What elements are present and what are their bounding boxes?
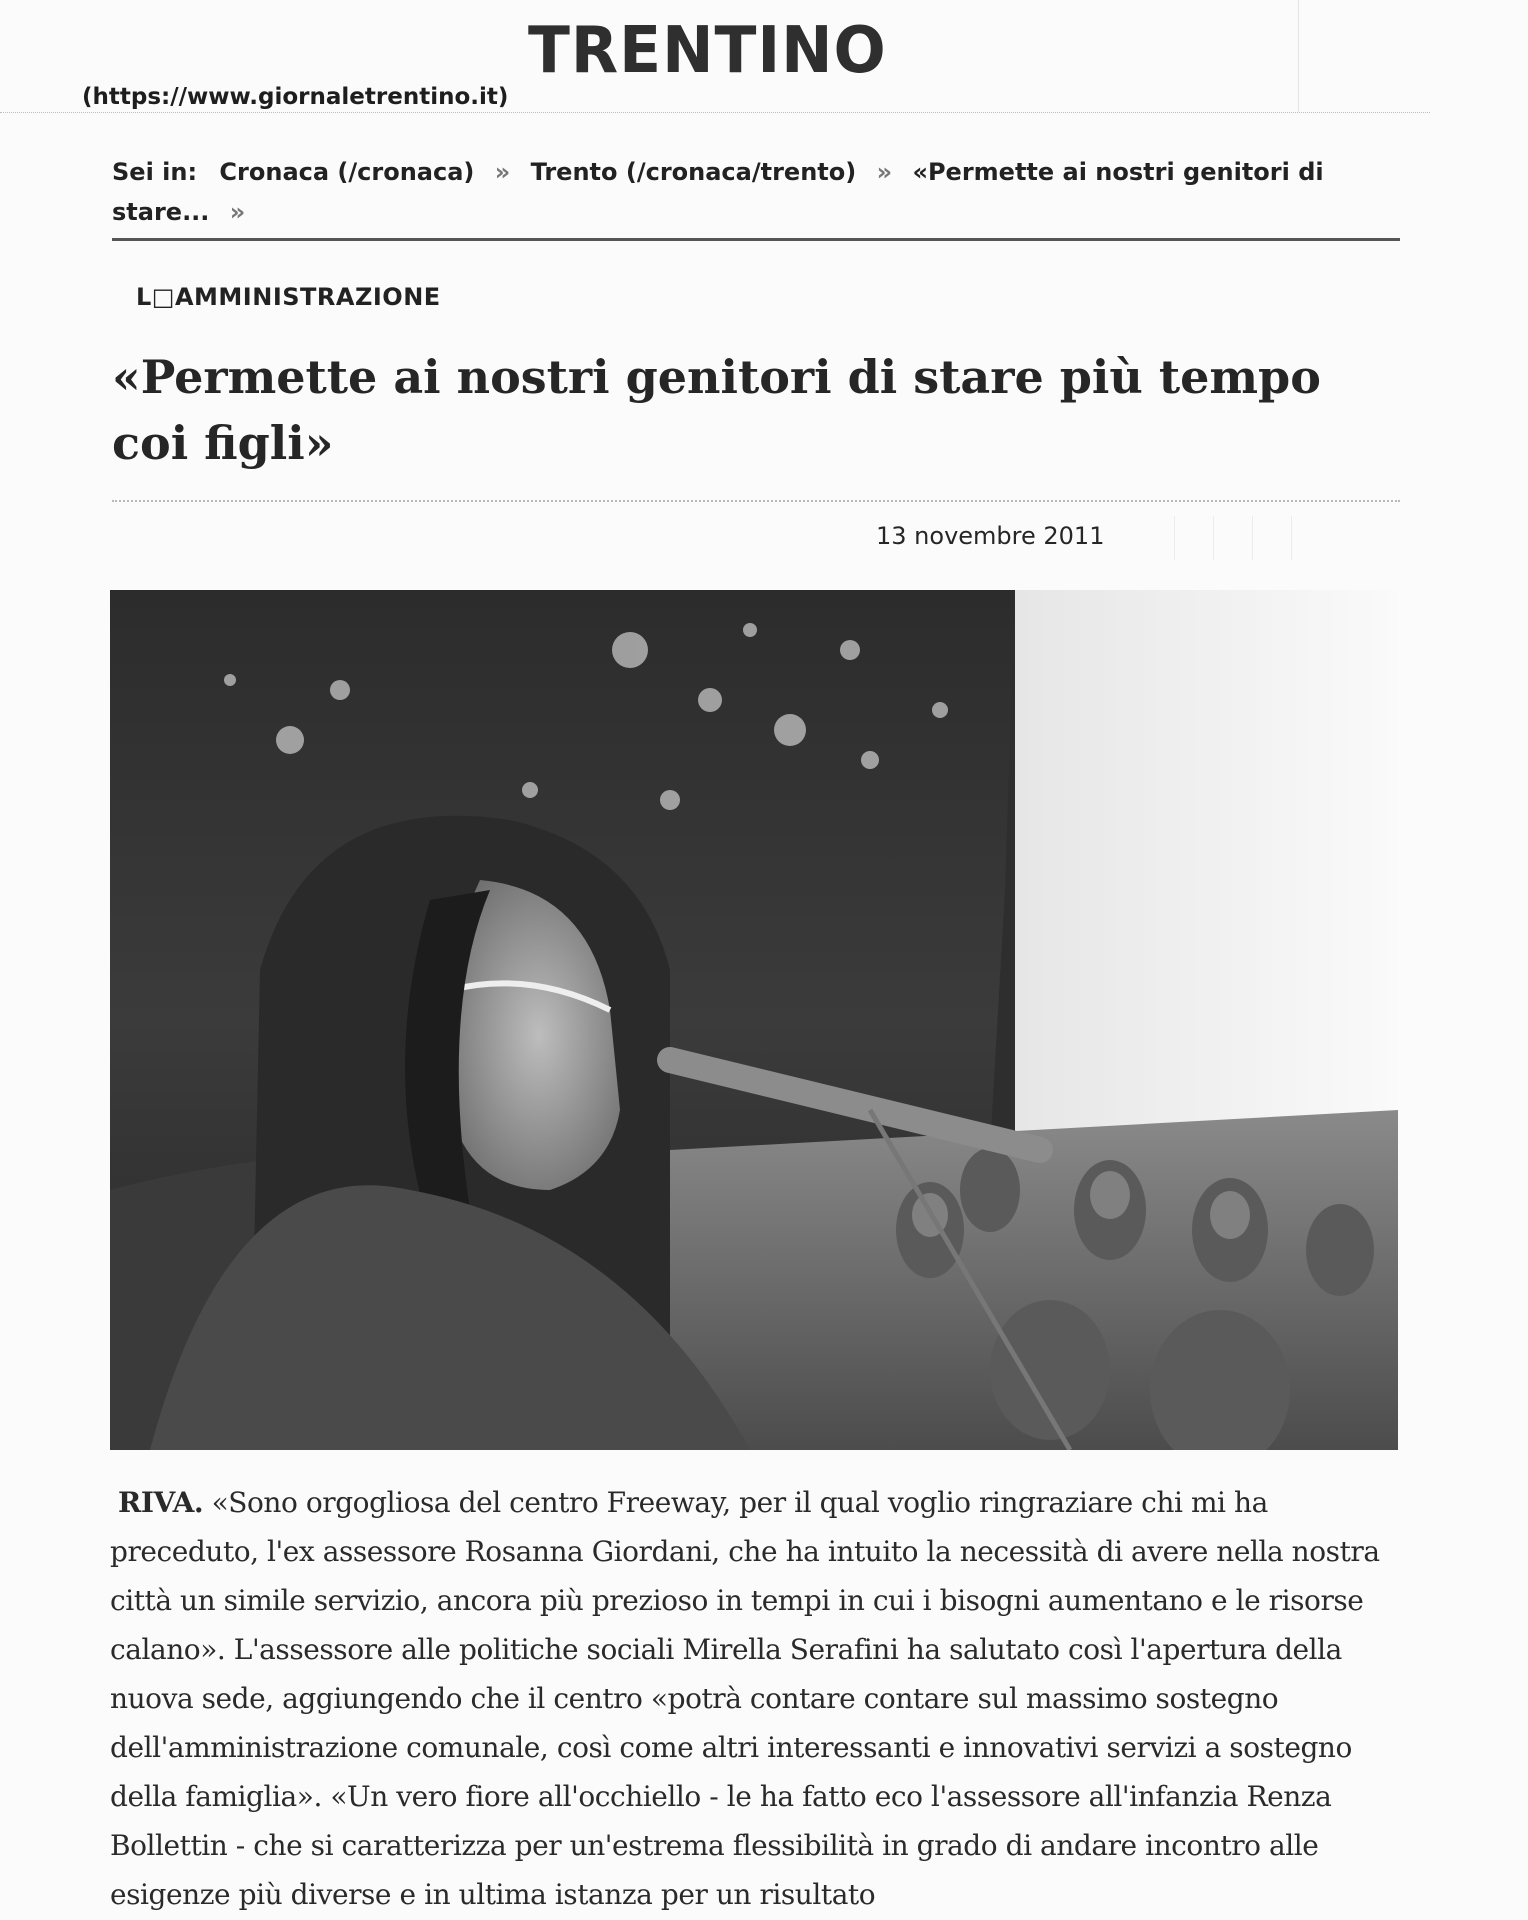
breadcrumb-separator: » [876, 158, 893, 186]
breadcrumb-lead: Sei in: [112, 158, 198, 186]
masthead-logo[interactable]: TRENTINO [528, 14, 887, 88]
breadcrumb-separator: » [229, 198, 246, 226]
news-photo-icon [110, 590, 1398, 1450]
breadcrumb-item-trento[interactable]: Trento (/cronaca/trento) [530, 158, 857, 186]
breadcrumb-divider [112, 238, 1400, 241]
article-date: 13 novembre 2011 [876, 522, 1105, 550]
article-body [110, 1478, 1400, 1919]
header-vertical-divider [1298, 0, 1299, 112]
article-body-text: «Sono orgogliosa del centro Freeway, per il qual voglio ringraziare chi mi ha preceduto, l'ex assessore Rosanna Giordani, che ha intuito la necessità di avere nella nostra città un simile servizio, ancora più prezioso in tempi in cui i bisogni aumentano e le risorse calano». L'assessore alle politiche sociali Mirella Serafini ha salutato così l'apertura della nuova sede, aggiungendo che il centro «potrà contare contare sul massimo sostegno dell'amministrazione comunale, così come altri interessanti e innovativi servizi a sostegno della famiglia». «Un vero fiore all'occhiello - le ha fatto eco l'assessore all'infanzia Renza Bollettin - che si caratterizza per un'estrema flessibilità in grado di andare incontro alle esigenze più diverse e in ultima istanza per un risultato [110, 1486, 1380, 1911]
article-photo [110, 590, 1398, 1450]
header-divider [0, 112, 1430, 113]
share-placeholder [1174, 516, 1344, 560]
breadcrumb [112, 152, 1327, 232]
site-url-link[interactable]: (https://www.giornaletrentino.it) [82, 84, 509, 110]
article-kicker: L□AMMINISTRAZIONE [136, 283, 441, 311]
article-title: «Permette ai nostri genitori di stare più tempo coi figli» [112, 350, 1321, 470]
title-divider [112, 500, 1400, 502]
breadcrumb-item-current[interactable]: «Permette ai nostri genitori di stare... [112, 158, 1324, 226]
breadcrumb-separator: » [494, 158, 511, 186]
breadcrumb-item-cronaca[interactable]: Cronaca (/cronaca) [219, 158, 475, 186]
article-place: RIVA. [118, 1486, 204, 1519]
